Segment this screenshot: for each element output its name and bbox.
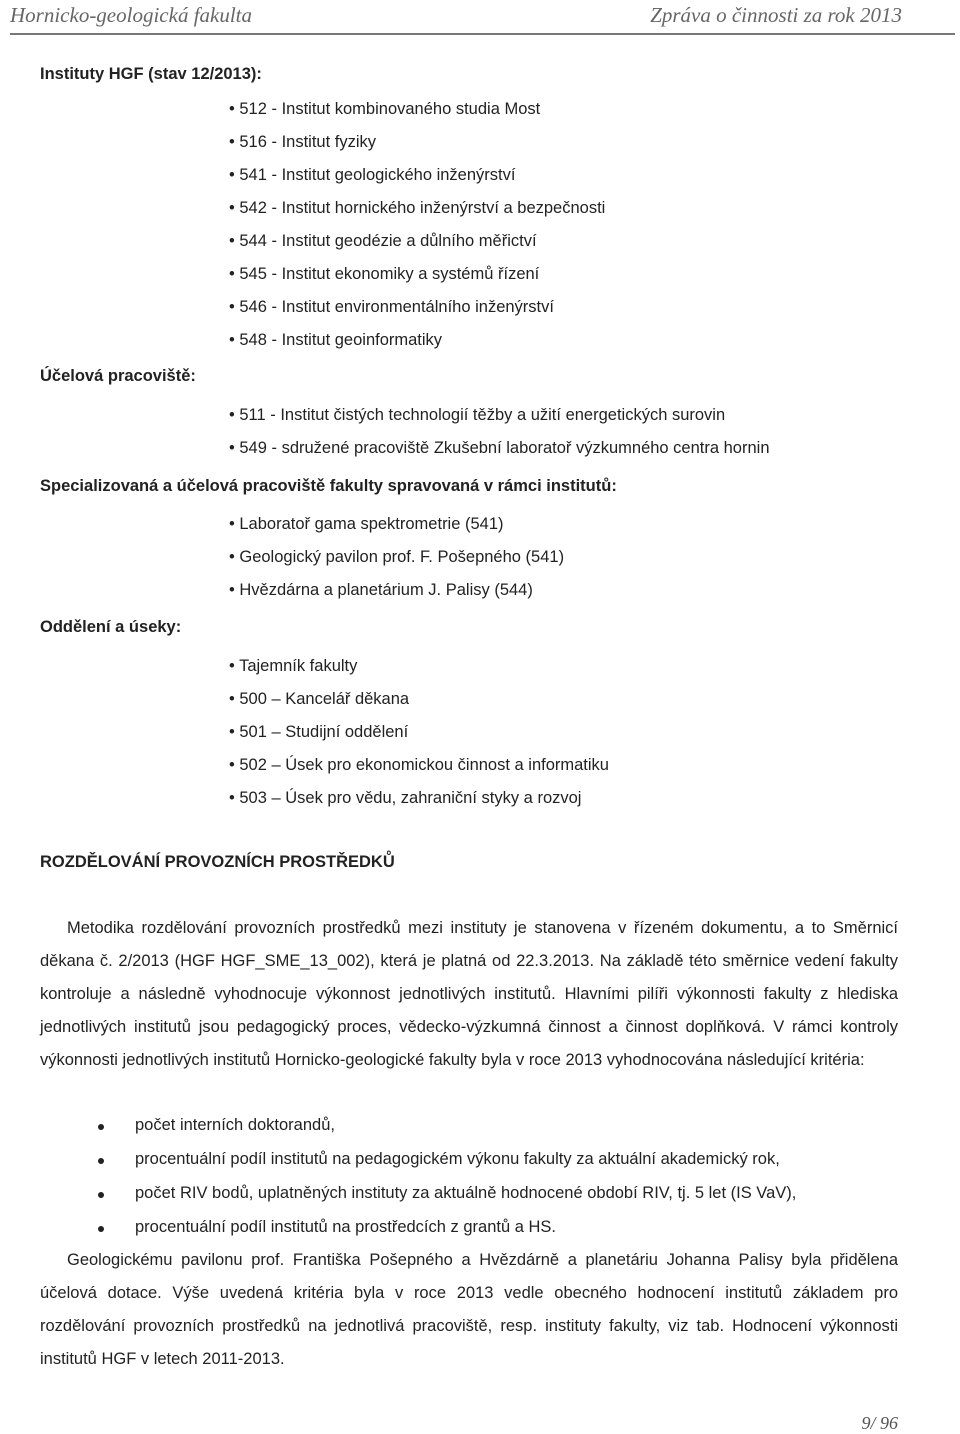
- purpose-item: • 549 - sdružené pracoviště Zkušební laboratoř výzkumného centra hornin: [229, 439, 770, 458]
- criteria-text: procentuální podíl institutů na pedagogickém výkonu fakulty za aktuální akademický rok,: [135, 1150, 780, 1168]
- criteria-text: procentuální podíl institutů na prostředcích z grantů a HS.: [135, 1218, 556, 1236]
- header-report-title: Zpráva o činnosti za rok 2013: [650, 3, 902, 27]
- bullet-icon: [98, 1226, 104, 1232]
- criteria-text: počet RIV bodů, uplatněných instituty za aktuálně hodnocené období RIV, tj. 5 let (IS VaV),: [135, 1184, 797, 1202]
- specialized-title: Specializovaná a účelová pracoviště fakulty spravovaná v rámci institutů:: [40, 477, 617, 495]
- paragraph-text: Metodika rozdělování provozních prostředků mezi instituty je stanovena v řízeném dokumentu, a to Směrnicí děkana č. 2/2013 (HGF HGF_SME_13_002), která je platná od 22.3.2013. Na základě této směrnice vedení fakulty kontroluje a následně vyhodnocuje výkonnost jednotlivých institutů. Hlavními pilíři výkonnosti fakulty z hlediska jednotlivých institutů jsou pedagogický proces, vědecko-výzkumná činnost a činnost doplňková. V rámci kontroly výkonnosti jednotlivých institutů Hornicko-geologické fakulty byla v roce 2013 vyhodnocována následující kritéria:: [40, 919, 898, 1069]
- institute-item: • 545 - Institut ekonomiky a systémů řízení: [229, 265, 539, 284]
- institute-item: • 542 - Institut hornického inženýrství a bezpečnosti: [229, 199, 605, 218]
- page-number: 9/ 96: [861, 1413, 898, 1433]
- paragraph-text: Geologickému pavilonu prof. Františka Pošepného a Hvězdárně a planetáriu Johanna Palisy byla přidělena účelová dotace. Výše uvedená kritéria byla v roce 2013 vedle obecného hodnocení institutů základem pro rozdělování provozních prostředků na jednotlivá pracoviště, resp. instituty fakulty, viz tab. Hodnocení výkonnosti institutů HGF v letech 2011-2013.: [40, 1251, 898, 1368]
- purpose-item: • 511 - Institut čistých technologií těžby a užití energetických surovin: [229, 406, 725, 425]
- bullet-icon: [98, 1124, 104, 1130]
- bullet-icon: [98, 1192, 104, 1198]
- institute-item: • 544 - Institut geodézie a důlního měřictví: [229, 232, 537, 251]
- page-header: [0, 0, 960, 34]
- department-item: • 500 – Kancelář děkana: [229, 690, 409, 709]
- institutes-title: Instituty HGF (stav 12/2013):: [40, 65, 262, 83]
- subsidy-paragraph: [40, 1244, 898, 1376]
- specialized-item: • Geologický pavilon prof. F. Pošepného (541): [229, 548, 564, 567]
- specialized-item: • Laboratoř gama spektrometrie (541): [229, 515, 504, 534]
- header-faculty: Hornicko-geologická fakulta: [10, 3, 253, 27]
- department-item: • 502 – Úsek pro ekonomickou činnost a informatiku: [229, 756, 609, 775]
- department-item: • Tajemník fakulty: [229, 657, 357, 676]
- institute-item: • 541 - Institut geologického inženýrství: [229, 166, 515, 185]
- institute-item: • 512 - Institut kombinovaného studia Most: [229, 100, 540, 119]
- institute-item: • 546 - Institut environmentálního inženýrství: [229, 298, 554, 317]
- bullet-icon: [98, 1158, 104, 1164]
- purpose-title: Účelová pracoviště:: [40, 367, 196, 385]
- header-divider: [10, 33, 955, 35]
- methodology-paragraph: [40, 912, 898, 1077]
- section-heading: ROZDĚLOVÁNÍ PROVOZNÍCH PROSTŘEDKŮ: [40, 853, 395, 871]
- department-item: • 501 – Studijní oddělení: [229, 723, 408, 742]
- departments-title: Oddělení a úseky:: [40, 618, 182, 636]
- institute-item: • 548 - Institut geoinformatiky: [229, 331, 442, 350]
- institute-item: • 516 - Institut fyziky: [229, 133, 376, 152]
- department-item: • 503 – Úsek pro vědu, zahraniční styky a rozvoj: [229, 789, 581, 808]
- specialized-item: • Hvězdárna a planetárium J. Palisy (544): [229, 581, 533, 600]
- criteria-text: počet interních doktorandů,: [135, 1116, 335, 1134]
